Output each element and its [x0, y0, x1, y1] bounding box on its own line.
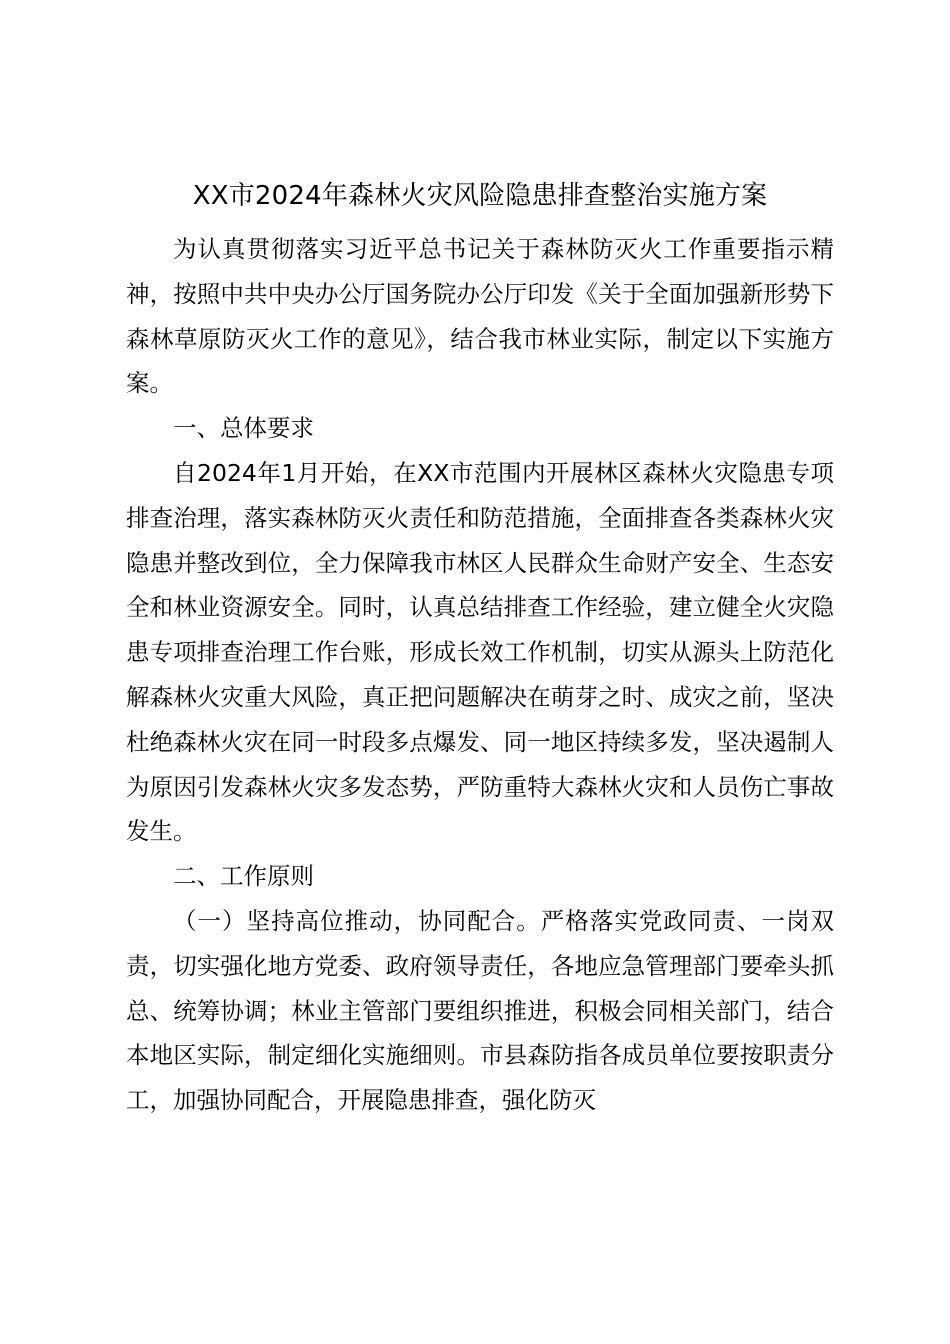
section-heading-work-principles: 二、工作原则 [173, 862, 314, 891]
document-body [126, 227, 834, 1123]
section-heading-general-requirements: 一、总体要求 [173, 414, 314, 443]
intro-paragraph: 为认真贯彻落实习近平总书记关于森林防灭火工作重要指示精神，按照中共中央办公厅国务院办公厅印发《关于全面加强新形势下森林草原防灭火工作的意见》，结合我市林业实际，制定以下实施方案。 [126, 235, 834, 398]
work-principles-paragraph: （一）坚持高位推动，协同配合。严格落实党政同责、一岗双责，切实强化地方党委、政府领导责任，各地应急管理部门要牵头抓总、统筹协调；林业主管部门要组织推进，积极会同相关部门，结合本地区实际，制定细化实施细则。市县森防指各成员单位要按职责分工，加强协同配合，开展隐患排查，强化防灭 [126, 906, 834, 1115]
general-requirements-paragraph: 自2024年1月开始，在XX市范围内开展林区森林火灾隐患专项排查治理，落实森林防灭火责任和防范措施，全面排查各类森林火灾隐患并整改到位，全力保障我市林区人民群众生命财产安全、生态安全和林业资源安全。同时，认真总结排查工作经验，建立健全火灾隐患专项排查治理工作台账，形成长效工作机制，切实从源头上防范化解森林火灾重大风险，真正把问题解决在萌芽之时、成灾之前，坚决杜绝森林火灾在同一时段多点爆发、同一地区持续多发，坚决遏制人为原因引发森林火灾多发态势，严防重特大森林火灾和人员伤亡事故发生。 [126, 458, 834, 846]
document-title: XX市2024年森林火灾风险隐患排查整治实施方案 [192, 181, 768, 211]
